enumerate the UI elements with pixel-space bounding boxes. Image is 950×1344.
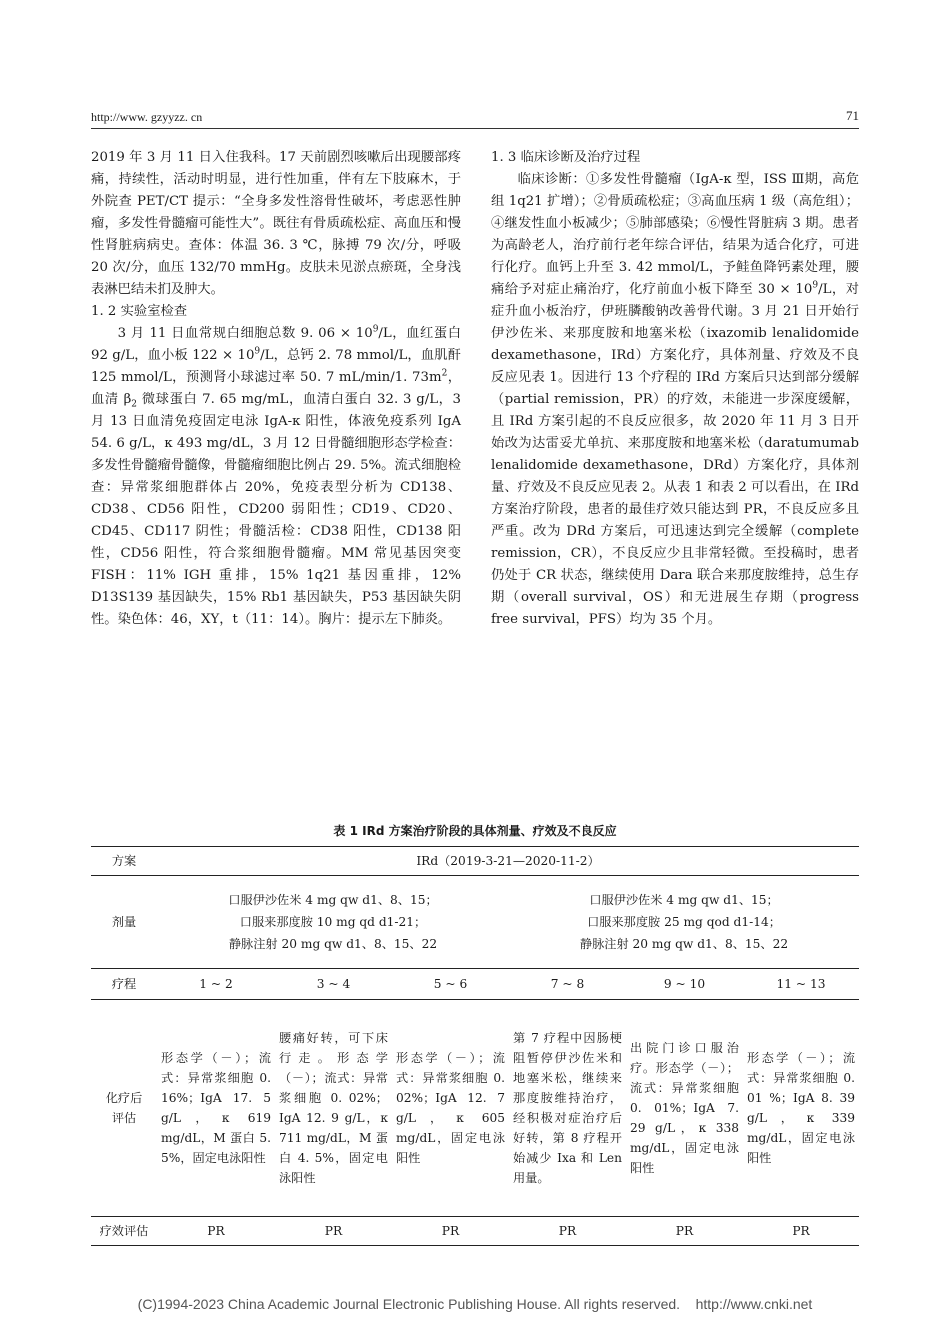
cycle-cell: 11 ~ 13	[743, 969, 859, 1000]
response-cell: PR	[626, 1217, 743, 1246]
table-row-scheme	[91, 847, 859, 876]
cycle-cell: 7 ~ 8	[509, 969, 626, 1000]
row-label-dose: 剂量	[91, 876, 157, 969]
dose-cycles-1-6: 口服伊沙佐米 4 mg qw d1、8、15； 口服来那度胺 10 mg qd d1-21； 静脉注射 20 mg qw d1、8、15、22	[157, 876, 509, 969]
table-row-evaluation	[91, 1000, 859, 1217]
diagnosis-paragraph: 临床诊断：①多发性骨髓瘤（IgA-κ 型，ISS Ⅲ期，高危组 1q21 扩增）；②骨质疏松症；③高血压病 1 级（高危组）；④继发性血小板减少；⑤肺部感染；⑥慢性肾脏病 3 期。患者为高龄老人，治疗前行老年综合评估，结果为适合化疗，可进行化疗。血钙上升至 3. 42 mmol/L，予鲑鱼降钙素处理，腰痛给予对症止痛治疗，化疗前血小板下降至 $30 \times 10^9/L$，对症升血小板治疗，伊班膦酸钠改善骨代谢。3 月 21 日开始行伊沙佐米、来那度胺和地塞米松（ixazomib lenalidomide dexamethasone，IRd）方案化疗，具体剂量、疗效及不良反应见表 1。因进行 13 个疗程的 IRd 方案后只达到部分缓解（partial remission，PR）的疗效，未能进一步深度缓解，且 IRd 方案引起的不良反应很多，故 2020 年 11 月 3 日开始改为达雷妥尤单抗、来那度胺和地塞米松（daratumumab lenalidomide dexamethasone，DRd）方案化疗，具体剂量、疗效及不良反应见表 2。从表 1 和表 2 可以看出，在 IRd 方案治疗阶段，患者的最佳疗效只能达到 PR，不良反应多且严重。改为 DRd 方案后，可迅速达到完全缓解（complete remission，CR），不良反应少且非常轻微。至投稿时，患者仍处于 CR 状态，继续使用 Dara 联合来那度胺维持，总生存期（overall survival，OS）和无进展生存期（progress free survival，PFS）均为 35 个月。	[491, 172, 860, 627]
left-column	[91, 147, 461, 631]
row-label-scheme: 方案	[91, 847, 157, 876]
response-cell: PR	[509, 1217, 626, 1246]
cycle-cell: 9 ~ 10	[626, 969, 743, 1000]
evaluation-cell: 形态学（－）；流式：异常浆细胞 0. 16%；IgA 17. 5 g/L，κ 619 mg/dL，M 蛋白 5. 5%，固定电泳阳性	[157, 1000, 275, 1217]
table-title: 表 1 IRd 方案治疗阶段的具体剂量、疗效及不良反应	[333, 824, 617, 838]
lab-paragraph: 3 月 11 日血常规白细胞总数 9. $06 \times 10^9/L$，血红蛋白 92 g/L，血小板 $122 \times 10^9/L$，总钙 2. 78 mmol/L，血肌酐 125 mmol/L，预测肾小球滤过率 50. 7 mL/min/1. $73m^2$，血清 $\beta_2$ 微球蛋白 7. 65 mg/mL，血清白蛋白 32. 3 g/L，3 月 13 日血清免疫固定电泳 IgA-κ 阳性，体液免疫系列 IgA 54. 6 g/L，κ 493 mg/dL，3 月 12 日骨髓细胞形态学检查：多发性骨髓瘤骨髓像，骨髓瘤细胞比例占 29. 5%。流式细胞检查：异常浆细胞群体占 20%，免疫表型分析为 CD138、CD38、CD56 阳性，CD200 弱阳性；CD19、CD20、CD45、CD117 阴性；骨髓活检：CD38 阳性，CD138 阳性，CD56 阳性，符合浆细胞骨髓瘤。MM 常见基因突变 FISH：11% IGH 重排，15% 1q21 基因重排，12% D13S139 基因缺失，15% Rb1 基因缺失，P53 基因缺失阴性。染色体：46，XY，t（11：14）。胸片：提示左下肺炎。	[91, 324, 462, 627]
cycle-cell: 1 ~ 2	[157, 969, 275, 1000]
dose-cycles-7-13: 口服伊沙佐米 4 mg qw d1、15； 口服来那度胺 25 mg qod d1-14； 静脉注射 20 mg qw d1、8、15、22	[509, 876, 859, 969]
section-heading-diagnosis: 1. 3 临床诊断及治疗过程	[491, 150, 641, 165]
header-rule	[91, 128, 859, 129]
page-number: 71	[846, 108, 859, 123]
right-column	[491, 147, 859, 631]
response-cell: PR	[275, 1217, 392, 1246]
cycle-cell: 5 ~ 6	[392, 969, 509, 1000]
section-heading-lab: 1. 2 实验室检查	[91, 304, 188, 319]
cycle-cell: 3 ~ 4	[275, 969, 392, 1000]
evaluation-cell: 腰痛好转，可下床行走。形态学（－）；流式：异常浆细胞 0. 02%；IgA 12. 9 g/L，κ 711 mg/dL，M 蛋白 4. 5%，固定电泳阳性	[275, 1000, 392, 1217]
row-label-evaluation: 化疗后 评估	[91, 1000, 157, 1217]
table-row-response	[91, 1217, 859, 1246]
evaluation-cell: 形态学（－）；流式：异常浆细胞 0. 02%；IgA 12. 7 g/L，κ 605 mg/dL，固定电泳阳性	[392, 1000, 509, 1217]
row-label-cycle: 疗程	[91, 969, 157, 1000]
table-row-cycle	[91, 969, 859, 1000]
table-1	[91, 846, 859, 1246]
scheme-value: IRd（2019-3-21—2020-11-2）	[157, 847, 859, 876]
intro-paragraph: 2019 年 3 月 11 日入住我科。17 天前剧烈咳嗽后出现腰部疼痛，持续性，活动时明显，进行性加重，伴有左下肢麻木，于外院查 PET/CT 提示：“全身多发性溶骨性破坏，考虑恶性肿瘤，多发性骨髓瘤可能性大”。既往有骨质疏松症、高血压和慢性肾脏病病史。查体：体温 36. 3 ℃，脉搏 79 次/分，呼吸 20 次/分，血压 132/70 mmHg。皮肤未见淤点瘀斑，全身浅表淋巴结未扪及肿大。	[91, 150, 461, 297]
response-cell: PR	[392, 1217, 509, 1246]
evaluation-cell: 形态学（－）；流式：异常浆细胞 0. 01 %；IgA 8. 39 g/L，κ 339 mg/dL，固定电泳阳性	[743, 1000, 859, 1217]
response-cell: PR	[157, 1217, 275, 1246]
running-header	[91, 106, 859, 128]
evaluation-cell: 第 7 疗程中因肠梗阻暂停伊沙佐米和地塞米松，继续来那度胺维持治疗，经积极对症治疗后好转，第 8 疗程开始减少 Ixa 和 Len 用量。	[509, 1000, 626, 1217]
copyright-footer: (C)1994-2023 China Academic Journal Electronic Publishing House. All rights reserved. http://www.cnki.net	[137, 1296, 813, 1312]
journal-url[interactable]: http://www. gzyyzz. cn	[91, 110, 203, 124]
response-cell: PR	[743, 1217, 859, 1246]
row-label-response: 疗效评估	[91, 1217, 157, 1246]
evaluation-cell: 出院门诊口服治疗。形态学（－）；流式：异常浆细胞 0. 01%；IgA 7. 29 g/L，κ 338 mg/dL，固定电泳阳性	[626, 1000, 743, 1217]
table-row-dose	[91, 876, 859, 969]
